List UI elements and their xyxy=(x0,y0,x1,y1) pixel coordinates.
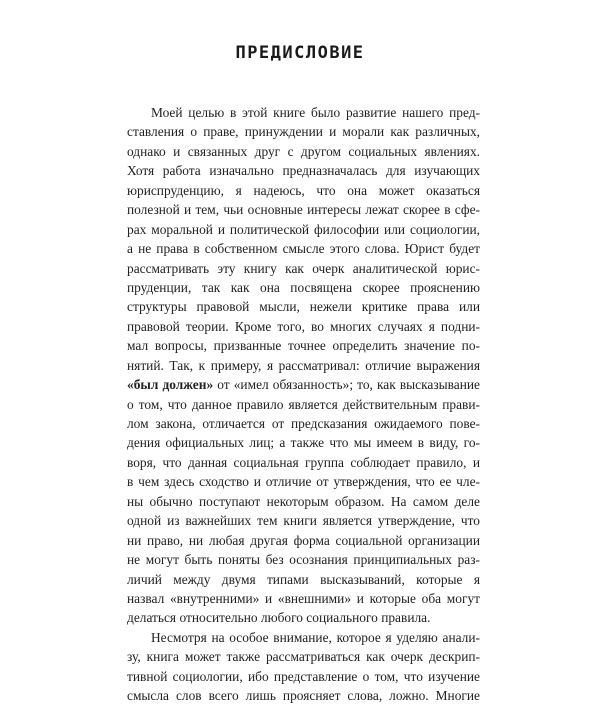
text-line: воря, что данная социальная группа соблюдает правило, и xyxy=(127,454,480,470)
text-line: ны обычно поступают некоторым образом. На самом деле xyxy=(127,493,480,509)
text-line: Несмотря на особое внимание, которое я уделяю анали- xyxy=(151,629,480,645)
text-line: в чем здесь сходство и отличие от утверждения, что ее чле- xyxy=(127,474,480,490)
text-line: личий между двумя типами высказываний, которые я xyxy=(127,571,480,587)
text-line: правовой теории. Кроме того, во многих случаях я подни- xyxy=(127,318,480,334)
text-line: одной из важнейших тем книги является утверждение, что xyxy=(127,513,480,529)
text-line: а не права в собственном смысле этого слова. Юрист будет xyxy=(127,241,480,257)
text-line: пруденции, так как она посвящена скорее прояснению xyxy=(127,279,480,295)
text-line: ставления о праве, принуждении и морали как различных, xyxy=(127,124,480,140)
text-line: ни право, ни любая другая форма социальной организации xyxy=(127,532,480,548)
text-line: юриспруденцию, я надеюсь, что она может оказаться xyxy=(127,182,480,198)
body-text xyxy=(127,103,480,706)
text-line: смысла слов всего лишь проясняет слова, ложно. Многие xyxy=(127,688,480,704)
text-line: Хотя работа изначально предназначалась для изучающих xyxy=(127,163,480,179)
text-line: рассматривать эту книгу как очерк аналитической юрис- xyxy=(127,260,480,276)
text-line: дения официальных лиц; а также что мы имеем в виду, го- xyxy=(127,435,480,451)
text-line: о том, что данное правило является действительным прави- xyxy=(127,396,480,412)
page-title: ПРЕДИСЛОВИЕ xyxy=(235,43,365,63)
text-line: мал вопросы, призванные точнее определить значение по- xyxy=(127,338,480,354)
text-line: Моей целью в этой книге было развитие нашего пред- xyxy=(151,105,480,120)
text-line: лом закона, отличается от предсказания ожидаемого пове- xyxy=(127,416,480,431)
text-line: структуры правовой мысли, нежели критике права или xyxy=(127,299,480,315)
text-line: полезной и тем, чьи основные интересы лежат скорее в сфе- xyxy=(127,202,480,218)
text-line: зу, книга может также рассматриваться как очерк дескрип- xyxy=(127,649,480,665)
text-line: рах моральной и политической философии или социологии, xyxy=(127,221,480,237)
text-line: назвал «внутренними» и «внешними» и которые оба могут xyxy=(127,590,480,606)
text-line: не могут быть поняты без осознания принципиальных раз- xyxy=(127,552,480,568)
text-line: делаться относительно любого социального правила. xyxy=(127,610,431,626)
text-line: однако и связанных друг с другом социальных явлениях. xyxy=(127,143,480,159)
text-line: тивной социологии, ибо представление о том, что изучение xyxy=(127,668,480,684)
emphasized-phrase: «был должен» xyxy=(127,377,214,393)
text-line: «был должен» от «имел обязанность»; то, как высказывание xyxy=(127,377,480,393)
text-line: нятий. Так, к примеру, я рассматривал: отличие выражения xyxy=(127,357,480,373)
